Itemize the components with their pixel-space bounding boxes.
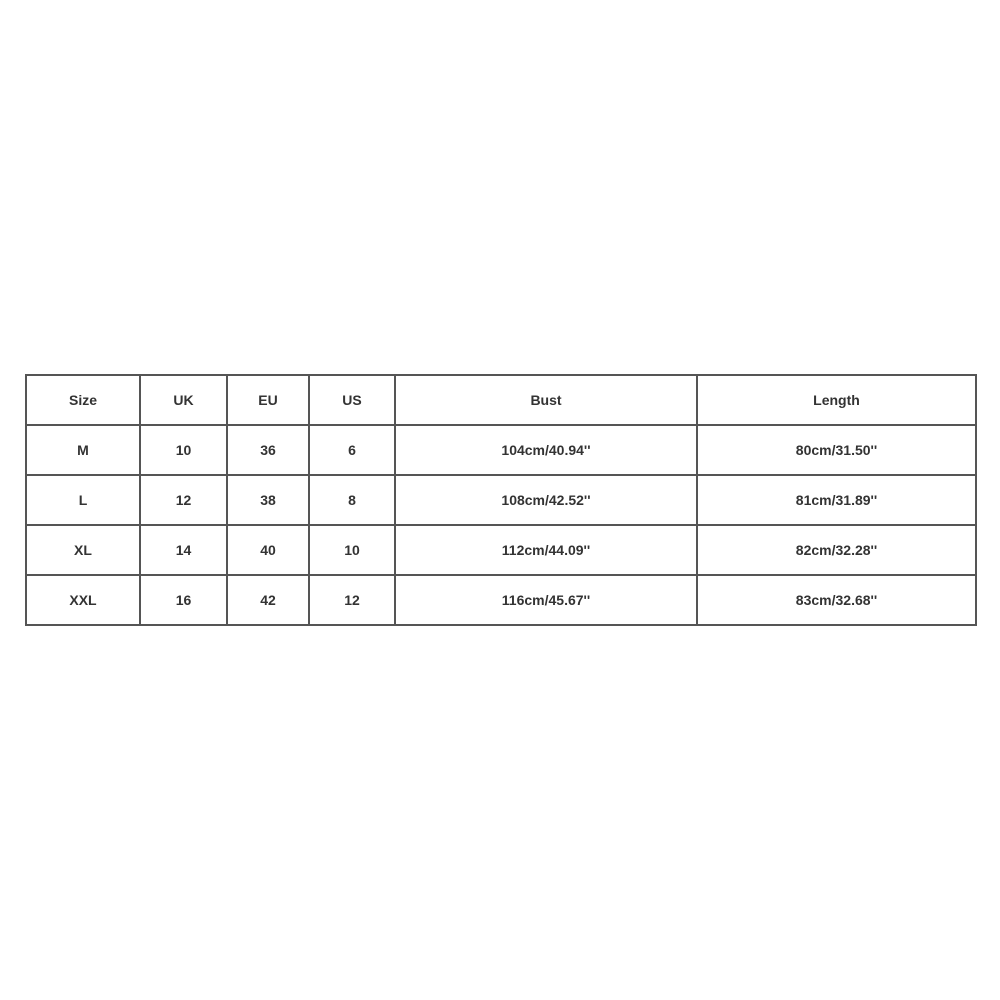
table-row	[26, 525, 976, 575]
header-bust: Bust	[395, 375, 697, 425]
cell-eu: 36	[227, 425, 309, 475]
header-us: US	[309, 375, 395, 425]
header-size: Size	[26, 375, 140, 425]
cell-size: M	[26, 425, 140, 475]
cell-us: 12	[309, 575, 395, 625]
cell-bust: 108cm/42.52''	[395, 475, 697, 525]
cell-us: 6	[309, 425, 395, 475]
cell-us: 10	[309, 525, 395, 575]
table-header-row	[26, 375, 976, 425]
header-uk: UK	[140, 375, 227, 425]
cell-uk: 14	[140, 525, 227, 575]
cell-uk: 10	[140, 425, 227, 475]
cell-length: 80cm/31.50''	[697, 425, 976, 475]
cell-bust: 104cm/40.94''	[395, 425, 697, 475]
header-length: Length	[697, 375, 976, 425]
cell-size: XXL	[26, 575, 140, 625]
cell-us: 8	[309, 475, 395, 525]
cell-size: XL	[26, 525, 140, 575]
size-chart-table	[25, 374, 977, 626]
table-row	[26, 475, 976, 525]
cell-uk: 16	[140, 575, 227, 625]
table-row	[26, 425, 976, 475]
cell-length: 83cm/32.68''	[697, 575, 976, 625]
cell-uk: 12	[140, 475, 227, 525]
cell-eu: 38	[227, 475, 309, 525]
cell-length: 81cm/31.89''	[697, 475, 976, 525]
cell-length: 82cm/32.28''	[697, 525, 976, 575]
cell-eu: 40	[227, 525, 309, 575]
header-eu: EU	[227, 375, 309, 425]
cell-size: L	[26, 475, 140, 525]
cell-eu: 42	[227, 575, 309, 625]
cell-bust: 112cm/44.09''	[395, 525, 697, 575]
cell-bust: 116cm/45.67''	[395, 575, 697, 625]
table-row	[26, 575, 976, 625]
